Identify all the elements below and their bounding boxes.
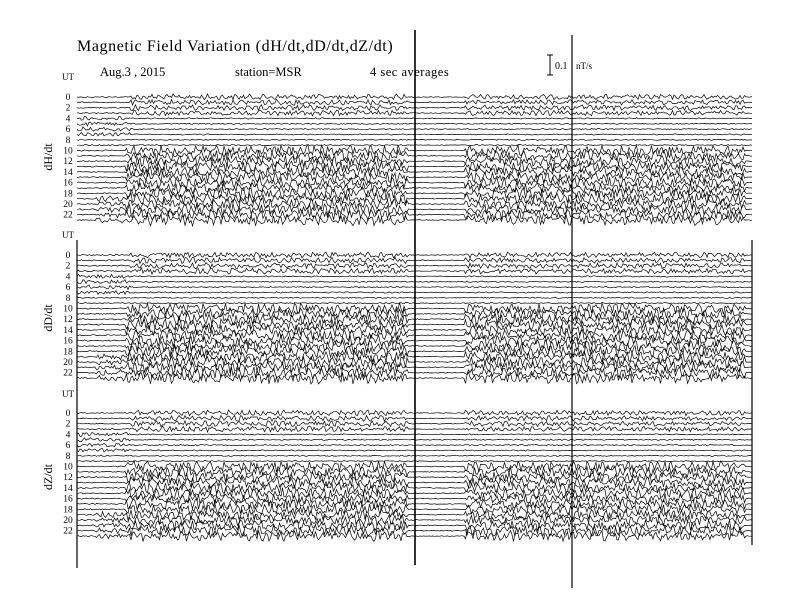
hour-tick-label: 2 xyxy=(65,261,71,272)
hour-tick-label: 12 xyxy=(63,315,73,326)
hour-tick-label: 10 xyxy=(63,146,73,157)
chart-title: Magnetic Field Variation (dH/dt,dD/dt,dZ/dt) xyxy=(77,38,394,55)
hour-tick-label: 0 xyxy=(65,409,71,419)
hour-tick-label: 20 xyxy=(63,358,73,368)
hour-tick-label: 0 xyxy=(65,251,71,261)
hour-tick-label: 10 xyxy=(63,462,73,473)
hour-tick-label: 22 xyxy=(63,210,73,221)
date-label: Aug.3 , 2015 xyxy=(100,65,166,79)
hour-tick-label: 4 xyxy=(65,272,71,283)
hour-tick-label: 16 xyxy=(63,178,73,189)
hour-tick-label: 18 xyxy=(63,505,73,516)
hour-tick-label: 14 xyxy=(63,167,73,178)
hour-tick-label: 4 xyxy=(65,114,71,125)
hour-tick-label: 16 xyxy=(63,336,73,347)
hour-tick-label: 6 xyxy=(65,125,71,136)
hour-tick-label: 22 xyxy=(63,526,73,537)
scale-value: 0.1 xyxy=(555,61,568,72)
hour-tick-label: 2 xyxy=(65,103,71,114)
hour-tick-label: 12 xyxy=(63,157,73,168)
hour-tick-label: 22 xyxy=(63,368,73,379)
hour-tick-label: 12 xyxy=(63,473,73,484)
ut-axis-label: UT xyxy=(62,389,74,399)
hour-tick-label: 18 xyxy=(63,189,73,200)
averaging-label: 4 sec averages xyxy=(370,65,450,79)
component-label: dZ/dt xyxy=(41,464,55,490)
hour-tick-label: 10 xyxy=(63,304,73,315)
hour-tick-label: 6 xyxy=(65,283,71,294)
hour-tick-label: 20 xyxy=(63,200,73,210)
ut-axis-label: UT xyxy=(62,230,74,240)
scale-unit: nT/s xyxy=(576,61,593,71)
hour-tick-label: 8 xyxy=(65,451,71,462)
component-label: dD/dt xyxy=(41,304,55,332)
hour-tick-label: 14 xyxy=(63,483,73,494)
station-label: station=MSR xyxy=(235,65,302,79)
hour-tick-label: 0 xyxy=(65,93,71,103)
ut-axis-label: UT xyxy=(62,72,74,82)
hour-tick-label: 4 xyxy=(65,430,71,441)
hour-tick-label: 16 xyxy=(63,494,73,505)
hour-tick-label: 2 xyxy=(65,419,71,430)
hour-tick-label: 18 xyxy=(63,347,73,358)
component-label: dH/dt xyxy=(41,143,55,171)
hour-tick-label: 8 xyxy=(65,293,71,304)
hour-tick-label: 20 xyxy=(63,516,73,526)
hour-tick-label: 8 xyxy=(65,135,71,146)
hour-tick-label: 6 xyxy=(65,441,71,452)
hour-tick-label: 14 xyxy=(63,325,73,336)
